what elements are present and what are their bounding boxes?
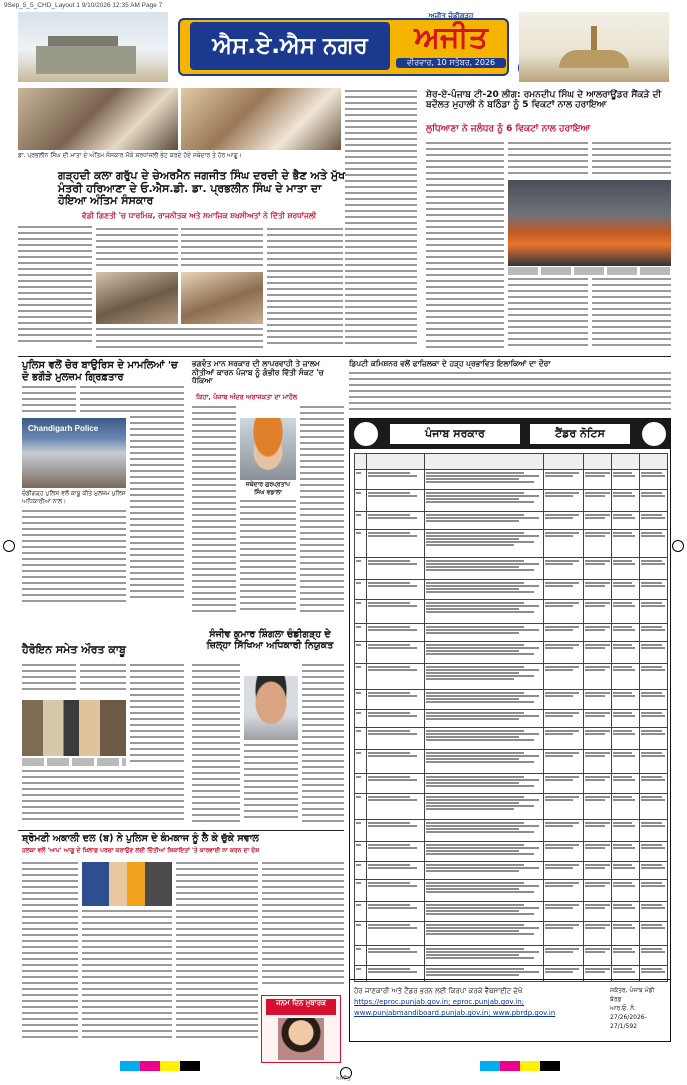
- page-slug: 9Sep_5_5_CHD_Layout 1 9/10/2026 12:35 AM Page 7: [4, 2, 163, 9]
- tender-table-cell: [355, 728, 367, 750]
- tender-table-cell: [544, 624, 584, 642]
- story1-continued-col: [345, 90, 417, 352]
- tender-table-cell: [355, 664, 367, 690]
- tender-table-cell: [355, 750, 367, 774]
- tender-table-cell: [366, 902, 424, 922]
- tender-table-row: [355, 922, 668, 946]
- tender-table-cell: [640, 774, 668, 794]
- story4-portrait-caption: ਜਥੇਦਾਰ ਗੁਰਪ੍ਰਤਾਪ ਸਿੰਘ ਵਡਾਲਾ: [245, 481, 291, 496]
- tender-table-cell: [544, 922, 584, 946]
- tender-table-cell: [424, 728, 544, 750]
- tender-table-cell: [640, 710, 668, 728]
- tender-table-cell: [640, 470, 668, 490]
- tender-table-cell: [612, 774, 640, 794]
- tender-table-cell: [612, 470, 640, 490]
- tender-footer-note: ਹੋਰ ਜਾਣਕਾਰੀ ਅਤੇ ਟੈਂਡਰ ਭਰਨ ਲਈ ਕਿਰਪਾ ਕਰਕੇ ਵੈੱਬਸਾਈਟ ਦੇਖੋ: [354, 987, 523, 995]
- tender-table-cell: [584, 512, 612, 530]
- tender-table-cell: [584, 690, 612, 710]
- tender-table-row: [355, 600, 668, 624]
- tender-table-cell: [612, 880, 640, 902]
- tender-table-cell: [612, 642, 640, 664]
- tender-table-row: [355, 642, 668, 664]
- tender-table-cell: [640, 842, 668, 862]
- tender-table-cell: [355, 642, 367, 664]
- tender-table-cell: [640, 728, 668, 750]
- tender-table-row: [355, 624, 668, 642]
- tender-table-cell: [424, 512, 544, 530]
- tender-table-row: [355, 664, 668, 690]
- tender-table-cell: [355, 690, 367, 710]
- story5-text-col-4: [22, 770, 184, 824]
- tender-table-cell: [612, 946, 640, 966]
- tender-table-cell: [584, 558, 612, 580]
- tender-table-cell: [355, 922, 367, 946]
- story8-text-col-1: [22, 862, 78, 1042]
- tender-table-cell: [640, 880, 668, 902]
- tender-table-row: [355, 862, 668, 880]
- tender-table-cell: [366, 774, 424, 794]
- tender-table-cell: [355, 530, 367, 558]
- story5-text-col-3: [130, 664, 184, 764]
- tender-table-cell: [544, 490, 584, 512]
- tender-table-cell: [612, 728, 640, 750]
- tender-table-cell: [640, 862, 668, 880]
- tender-table-cell: [584, 880, 612, 902]
- tender-table-row: [355, 470, 668, 490]
- tender-table-cell: [366, 710, 424, 728]
- tender-table-cell: [544, 880, 584, 902]
- tender-table-cell: [424, 880, 544, 902]
- story7-headline: ਡਿਪਟੀ ਕਮਿਸ਼ਨਰ ਵਲੋਂ ਫਾਜ਼ਿਲਕਾ ਦੇ ਹੜ੍ਹ ਪ੍ਰਭਾਵਿਤ ਇਲਾਕਿਆਂ ਦਾ ਦੌਰਾ: [349, 359, 551, 368]
- story5-text-col-2: [80, 664, 126, 698]
- tender-table-row: [355, 490, 668, 512]
- tender-table-row: [355, 580, 668, 600]
- tender-table-cell: [355, 880, 367, 902]
- story8-subhead: ਹਲਕਾ ਵਲੋਂ 'ਆਪ' ਆਗੂ ਦੇ ਖ਼ਿਲਾਫ਼ ਪਰਚਾ ਕਰਾਉਣ ਲਈ ਦਿੱਤੀਆਂ ਸ਼ਿਕਾਇਤਾਂ 'ਤੇ ਕਾਰਵਾਈ ਨਾ ਕਰਨ ਦਾ ਦੋਸ਼: [22, 847, 260, 854]
- story6-text-col-1: [192, 664, 240, 824]
- tender-table-cell: [366, 862, 424, 880]
- story1-text-col-3: [181, 228, 263, 270]
- tender-table-cell: [424, 470, 544, 490]
- story5-photo: [22, 700, 126, 756]
- tender-table-cell: [544, 642, 584, 664]
- tender-table-cell: [544, 710, 584, 728]
- tender-table-cell: [612, 750, 640, 774]
- tender-table-cell: [424, 902, 544, 922]
- tender-table-cell: [640, 558, 668, 580]
- tender-table-cell: [612, 820, 640, 842]
- tender-table-cell: [544, 558, 584, 580]
- story8-headline: ਸ਼੍ਰੋਮਣੀ ਅਕਾਲੀ ਦਲ (ਬ) ਨੇ ਪੁਲਿਸ ਦੇ ਕੰਮਕਾਜ ਨੂੰ ਲੈ ਕੇ ਚੁੱਕੇ ਸਵਾਲ: [22, 833, 259, 844]
- tender-table-cell: [424, 750, 544, 774]
- tender-table: [354, 453, 668, 982]
- tender-table-cell: [424, 624, 544, 642]
- tender-table-cell: [584, 922, 612, 946]
- tender-table-cell: [424, 664, 544, 690]
- tender-table-cell: [612, 664, 640, 690]
- tender-table-cell: [366, 794, 424, 820]
- print-color-bar: [0, 1061, 687, 1071]
- tender-table-row: [355, 794, 668, 820]
- tender-table-row: [355, 728, 668, 750]
- tender-table-cell: [366, 922, 424, 946]
- story2-headline: ਸ਼ੇਰ-ਏ-ਪੰਜਾਬ ਟੀ-20 ਲੀਗ: ਰਮਨਦੀਪ ਸਿੰਘ ਦੇ ਆਲਰਾਊਂਡਰ ਸੈਂਕੜੇ ਦੀ ਬਦੌਲਤ ਮੁਹਾਲੀ ਨੇ ਬਠਿੰਡਾ ਨੂੰ 5 ਵਿਕਟਾਂ ਨਾਲ ਹਰਾਇਆ: [426, 90, 662, 111]
- story4-subhead: ਕਿਹਾ, ਪੰਜਾਬ ਅੰਦਰ ਅਰਾਜਕਤਾ ਦਾ ਮਾਹੌਲ: [196, 393, 298, 401]
- tender-table-cell: [355, 470, 367, 490]
- tender-table-cell: [544, 794, 584, 820]
- mandi-board-logo-icon: [642, 422, 666, 446]
- tender-table-cell: [366, 530, 424, 558]
- birthday-ad: [261, 995, 341, 1063]
- tender-table-cell: [612, 530, 640, 558]
- page-footer: ਅਜੀਤ: [336, 1075, 351, 1082]
- tender-table-cell: [612, 600, 640, 624]
- tender-table-cell: [584, 710, 612, 728]
- tender-table-cell: [640, 922, 668, 946]
- divider: [18, 830, 344, 831]
- tender-header: [350, 419, 670, 449]
- tender-table-cell: [424, 530, 544, 558]
- tender-table-cell: [612, 558, 640, 580]
- story2-cricket-photo: [508, 180, 671, 266]
- masthead: [18, 12, 669, 82]
- tender-table-cell: [366, 470, 424, 490]
- tender-table-row: [355, 842, 668, 862]
- newspaper-logo: ਅਜੀਤ: [414, 20, 488, 55]
- tender-table-cell: [584, 902, 612, 922]
- tender-table-row: [355, 558, 668, 580]
- tender-table-cell: [584, 750, 612, 774]
- tender-table-cell: [544, 750, 584, 774]
- tender-table-cell: [584, 728, 612, 750]
- story6-portrait: [244, 676, 298, 740]
- tender-table-cell: [424, 710, 544, 728]
- tender-table-cell: [584, 794, 612, 820]
- story2-text-col-2: [508, 142, 588, 178]
- story1-subhead: ਵੱਡੀ ਗਿਣਤੀ 'ਚ ਧਾਰਮਿਕ, ਰਾਜਨੀਤਕ ਅਤੇ ਸਮਾਜਿਕ ਸ਼ਖ਼ਸੀਅਤਾਂ ਨੇ ਦਿੱਤੀ ਸ਼ਰਧਾਂਜਲੀ: [82, 211, 317, 220]
- story4-text-col-3: [240, 500, 296, 616]
- tender-table-cell: [355, 624, 367, 642]
- tender-table-cell: [544, 728, 584, 750]
- story5-text-col-1: [22, 664, 76, 698]
- tender-table-cell: [612, 580, 640, 600]
- story8-text-col-3: [176, 862, 258, 1042]
- section-title: ਐਸ.ਏ.ਐਸ ਨਗਰ: [190, 22, 390, 70]
- tender-table-cell: [366, 664, 424, 690]
- tender-table-cell: [355, 490, 367, 512]
- tender-table-cell: [584, 530, 612, 558]
- tender-notice: [349, 418, 671, 1042]
- story5-headline: ਹੈਰੋਇਨ ਸਮੇਤ ਔਰਤ ਕਾਬੂ: [22, 643, 126, 656]
- tender-table-cell: [355, 512, 367, 530]
- tender-table-cell: [640, 580, 668, 600]
- tender-links[interactable]: https://eproc.punjab.gov.in; eproc.punjab.gov.in; www.punjabmandiboard.punjab.gov.in; www.pbrdp.gov.in: [354, 998, 556, 1017]
- tender-table-cell: [366, 880, 424, 902]
- tender-table-cell: [612, 902, 640, 922]
- story3-text-col-3: [130, 386, 184, 606]
- tender-table-cell: [366, 728, 424, 750]
- tender-table-row: [355, 690, 668, 710]
- tender-table-cell: [640, 946, 668, 966]
- tender-table-cell: [544, 512, 584, 530]
- tender-table-cell: [355, 710, 367, 728]
- tender-table-cell: [366, 820, 424, 842]
- tender-table-cell: [640, 820, 668, 842]
- tender-table-cell: [424, 946, 544, 966]
- tender-table-cell: [544, 470, 584, 490]
- tender-table-cell: [366, 558, 424, 580]
- tender-table-cell: [424, 794, 544, 820]
- story3-text-col-4: [22, 510, 126, 606]
- tender-table-cell: [424, 774, 544, 794]
- tender-table-cell: [544, 842, 584, 862]
- story1-text-col-5: [267, 228, 343, 352]
- tender-table-row: [355, 530, 668, 558]
- tender-table-cell: [584, 470, 612, 490]
- tender-table-cell: [366, 946, 424, 966]
- tender-table-row: [355, 880, 668, 902]
- tender-table-cell: [612, 842, 640, 862]
- tender-table-cell: [640, 794, 668, 820]
- birthday-title: ਜਨਮ ਦਿਨ ਮੁਬਾਰਕ: [266, 999, 336, 1015]
- tender-table-cell: [640, 642, 668, 664]
- story2-text-col-1: [426, 142, 504, 352]
- tender-table-cell: [544, 946, 584, 966]
- story3-text-col-2: [80, 386, 134, 416]
- tender-table-cell: [584, 624, 612, 642]
- tender-table-cell: [584, 664, 612, 690]
- tender-table-cell: [584, 946, 612, 966]
- tender-table-cell: [366, 580, 424, 600]
- tender-table-cell: [640, 690, 668, 710]
- tender-table-cell: [355, 842, 367, 862]
- tender-table-cell: [584, 580, 612, 600]
- tender-table-cell: [424, 580, 544, 600]
- tender-table-cell: [584, 820, 612, 842]
- tender-table-cell: [640, 902, 668, 922]
- story2-text-col-5: [592, 278, 671, 352]
- tender-table-cell: [612, 690, 640, 710]
- tender-table-row: [355, 710, 668, 728]
- tender-footer: [350, 979, 670, 1041]
- tender-table-cell: [612, 922, 640, 946]
- tender-ref: ਆਰ.ਓ. ਨੰ. 27/26/2026-27/1/592: [610, 1005, 647, 1030]
- story3-photo-caption: ਚੰਡੀਗੜ੍ਹ ਪੁਲਿਸ ਵਲੋਂ ਕਾਬੂ ਕੀਤੇ ਮੁਲਜ਼ਮ ਪੁਲਿਸ ਅਧਿਕਾਰੀਆਂ ਨਾਲ।: [22, 490, 126, 505]
- tender-table-cell: [355, 774, 367, 794]
- story2-photo-caption: [508, 267, 671, 275]
- tender-table-cell: [640, 512, 668, 530]
- tender-signatory: ਸਕੱਤਰ, ਪੰਜਾਬ ਮੰਡੀ ਬੋਰਡ: [610, 987, 655, 1003]
- tender-table-cell: [366, 842, 424, 862]
- tender-table-cell: [584, 774, 612, 794]
- tender-table-cell: [424, 842, 544, 862]
- story2-text-col-4: [508, 278, 588, 352]
- tender-table-cell: [366, 600, 424, 624]
- tender-table-cell: [366, 512, 424, 530]
- tender-table-cell: [544, 580, 584, 600]
- tender-table-cell: [355, 820, 367, 842]
- registration-mark: [672, 540, 684, 552]
- tender-table-cell: [612, 624, 640, 642]
- tender-table-cell: [584, 862, 612, 880]
- emblem-icon: [354, 422, 378, 446]
- tender-table-cell: [355, 580, 367, 600]
- tender-table-cell: [544, 664, 584, 690]
- story6-text-col-2: [302, 664, 344, 824]
- story4-text-col-2: [300, 406, 344, 616]
- tender-table-cell: [544, 820, 584, 842]
- tender-table-cell: [612, 490, 640, 512]
- registration-mark: [3, 540, 15, 552]
- story1-text-col-1: [18, 226, 92, 351]
- tender-table-row: [355, 750, 668, 774]
- divider: [18, 356, 671, 357]
- tender-table-cell: [612, 512, 640, 530]
- tender-table-cell: [366, 642, 424, 664]
- tender-table-cell: [640, 490, 668, 512]
- story1-photo-left: [18, 88, 178, 150]
- tender-table-cell: [544, 902, 584, 922]
- story8-text-col-4: [262, 862, 344, 990]
- tender-table-cell: [640, 624, 668, 642]
- tender-table-cell: [584, 490, 612, 512]
- tender-government: ਪੰਜਾਬ ਸਰਕਾਰ: [390, 424, 520, 444]
- tender-table-row: [355, 774, 668, 794]
- tender-table-cell: [612, 710, 640, 728]
- tender-table-cell: [612, 794, 640, 820]
- birthday-photo: [278, 1018, 324, 1060]
- tender-table-cell: [355, 862, 367, 880]
- story4-portrait: [240, 418, 296, 480]
- edition-label: ਅਜੀਤ ਚੰਡੀਗੜ੍ਹ: [428, 12, 474, 20]
- story1-photo-3: [96, 272, 178, 324]
- masthead-right-photo: [519, 12, 669, 82]
- tender-table-cell: [355, 902, 367, 922]
- tender-footer-text: [354, 986, 609, 1019]
- tender-table-cell: [640, 530, 668, 558]
- tender-table-cell: [640, 600, 668, 624]
- tender-table-header: [355, 454, 668, 470]
- story1-photo-4: [181, 272, 263, 324]
- tender-table-row: [355, 902, 668, 922]
- story3-text-col-1: [22, 386, 76, 416]
- story4-headline: ਭਗਵੰਤ ਮਾਨ ਸਰਕਾਰ ਦੀ ਲਾਪਰਵਾਹੀ ਤੇ ਜ਼ਾਲਮ ਨੀਤੀਆਂ ਕਾਰਨ ਪੰਜਾਬ ਨੂੰ ਗੰਭੀਰ ਵਿੱਤੀ ਸੰਕਟ 'ਚ ਧੱਕਿਆ: [192, 359, 324, 386]
- story3-photo-label: Chandigarh Police: [28, 424, 99, 433]
- story1-photo-right: [181, 88, 341, 150]
- tender-table-cell: [584, 642, 612, 664]
- story7-text: [349, 372, 671, 414]
- tender-table-cell: [355, 600, 367, 624]
- tender-table-cell: [544, 690, 584, 710]
- tender-table-row: [355, 820, 668, 842]
- story1-photo-caption: ਡਾ. ਪ੍ਰਭਲੀਨ ਸਿੰਘ ਦੀ ਮਾਤਾ ਦੇ ਅੰਤਿਮ ਸੰਸਕਾਰ ਮੌਕੇ ਸ਼ਰਧਾਂਜਲੀ ਭੇਟ ਕਰਦੇ ਹੋਏ ਜਥੇਦਾਰ ਤੇ ਹੋਰ ਆਗੂ।: [18, 152, 242, 159]
- story5-caption-bar: [22, 758, 126, 766]
- tender-table-cell: [544, 530, 584, 558]
- tender-table-row: [355, 512, 668, 530]
- tender-table-cell: [424, 490, 544, 512]
- tender-table-cell: [424, 922, 544, 946]
- issue-date: ਵੀਰਵਾਰ, 10 ਸਤੰਬਰ, 2026: [396, 58, 506, 68]
- tender-table-cell: [424, 642, 544, 664]
- tender-title: ਟੈਂਡਰ ਨੋਟਿਸ: [530, 424, 630, 444]
- story1-text-col-4: [96, 328, 263, 352]
- story8-photo: [82, 862, 172, 906]
- story4-text-col-1: [192, 406, 236, 616]
- tender-table-cell: [544, 774, 584, 794]
- story6-text-col-3: [244, 744, 298, 824]
- tender-table-cell: [424, 820, 544, 842]
- tender-table-cell: [424, 862, 544, 880]
- tender-table-cell: [355, 794, 367, 820]
- story3-headline: ਪੁਲਿਸ ਵਲੋਂ ਚੋਰ ਬਾਉਰਿਸ ਦੇ ਮਾਮਲਿਆਂ 'ਚ ਦੋ ਭਗੌੜੇ ਮੁਲਜ਼ਮ ਗ੍ਰਿਫ਼ਤਾਰ: [22, 360, 178, 383]
- story1-text-col-2: [96, 228, 178, 270]
- story1-headline: ਗੜ੍ਹਦੀ ਕਲਾ ਗਰੁੱਪ ਦੇ ਚੇਅਰਮੈਨ ਜਗਜੀਤ ਸਿੰਘ ਦਰਦੀ ਦੇ ਭੈਣ ਅਤੇ ਮੁੱਖ ਮੰਤਰੀ ਹਰਿਆਣਾ ਦੇ ਓ.ਐਸ.ਡੀ. ਡਾ. ਪ੍ਰਭਲੀਨ ਸਿੰਘ ਦੇ ਮਾਤਾ ਦਾ ਹੋਇਆ ਅੰਤਿਮ ਸੰਸਕਾਰ: [58, 169, 346, 208]
- tender-table-cell: [612, 862, 640, 880]
- story2-text-col-3: [592, 142, 671, 178]
- story8-text-col-2: [82, 910, 172, 1042]
- tender-signature: [610, 986, 666, 1031]
- tender-table-cell: [584, 842, 612, 862]
- tender-table-cell: [366, 624, 424, 642]
- tender-table-cell: [424, 558, 544, 580]
- tender-table-cell: [355, 558, 367, 580]
- tender-table-cell: [424, 690, 544, 710]
- masthead-left-photo: [18, 12, 168, 82]
- tender-table-cell: [640, 750, 668, 774]
- tender-table-row: [355, 946, 668, 966]
- tender-table-cell: [544, 600, 584, 624]
- tender-table-cell: [355, 946, 367, 966]
- tender-table-cell: [584, 600, 612, 624]
- tender-table-cell: [640, 664, 668, 690]
- story6-headline: ਸੰਜੀਵ ਕੁਮਾਰ ਸ਼ਿੰਗਲਾ ਚੰਡੀਗੜ੍ਹ ਦੇ ਜ਼ਿਲ੍ਹਾ ਸਿੱਖਿਆ ਅਧਿਕਾਰੀ ਨਿਯੁਕਤ: [206, 629, 334, 651]
- tender-table-cell: [366, 490, 424, 512]
- tender-table-cell: [544, 862, 584, 880]
- story2-subhead: ਲੁਧਿਆਣਾ ਨੇ ਜਲੰਧਰ ਨੂੰ 6 ਵਿਕਟਾਂ ਨਾਲ ਹਰਾਇਆ: [426, 124, 591, 134]
- story3-photo: [22, 418, 126, 488]
- tender-table-cell: [366, 690, 424, 710]
- tender-table-cell: [366, 750, 424, 774]
- tender-table-cell: [424, 600, 544, 624]
